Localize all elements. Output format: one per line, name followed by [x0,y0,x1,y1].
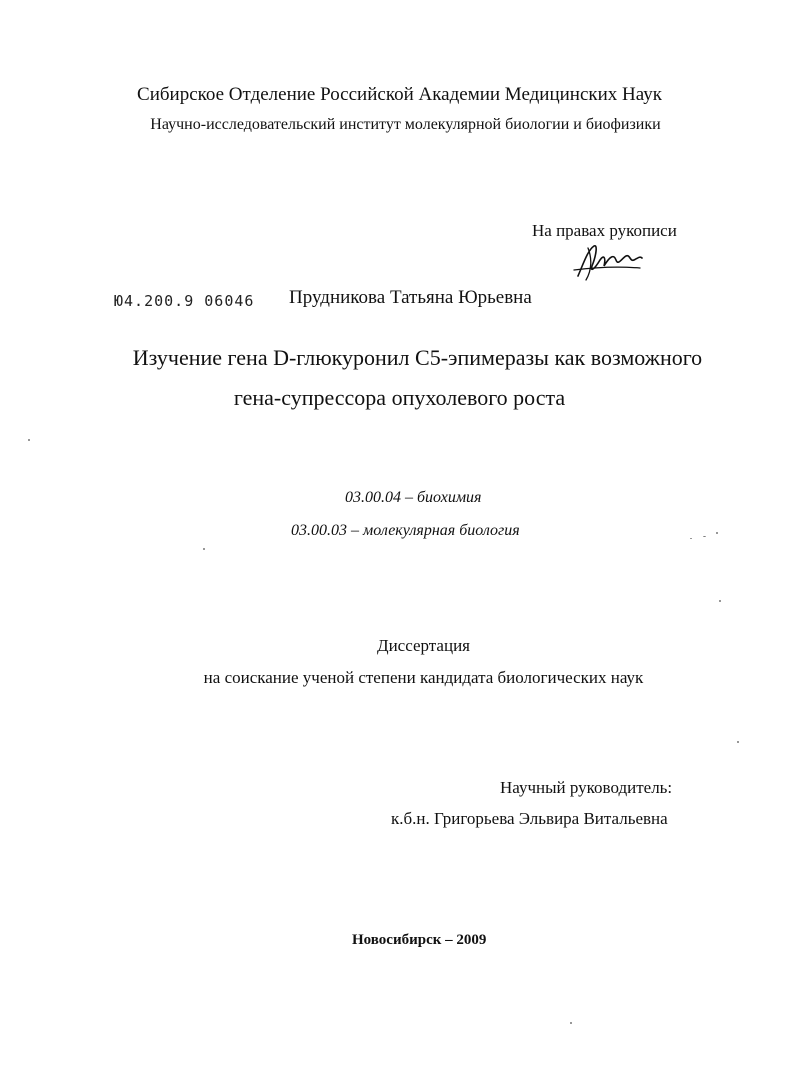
author-name: Прудникова Татьяна Юрьевна [289,287,532,308]
city-and-year: Новосибирск – 2009 [352,932,487,948]
organization-name: Сибирское Отделение Российской Академии Медицинских Наук [137,84,662,105]
scan-speck [203,548,205,550]
dissertation-label: Диссертация [376,636,470,655]
scan-speck [570,1022,572,1024]
manuscript-rights-note: На правах рукописи [532,221,677,240]
scan-speck [28,439,30,441]
scan-speck [719,600,721,602]
supervisor-label: Научный руководитель: [500,778,673,797]
supervisor-name: к.б.н. Григорьева Эльвира Витальевна [391,809,668,828]
registration-stamp-number: Ю4.200.9 06046 [114,292,255,310]
scan-speck [716,532,718,534]
dissertation-title-line-1: Изучение гена D-глюкуронил С5-эпимеразы как возможного [132,345,703,370]
scan-speck [737,741,739,743]
author-signature [570,240,650,284]
specialty-code-2: 03.00.03 – молекулярная биология [291,522,520,539]
degree-description: на соискание ученой степени кандидата биологических наук [203,668,644,687]
scan-speck [703,536,706,537]
specialty-code-1: 03.00.04 – биохимия [345,489,482,506]
dissertation-title-line-2: гена-супрессора опухолевого роста [233,385,566,410]
institute-name: Научно-исследовательский институт молекулярной биологии и биофизики [150,116,661,133]
scan-speck [690,538,692,539]
